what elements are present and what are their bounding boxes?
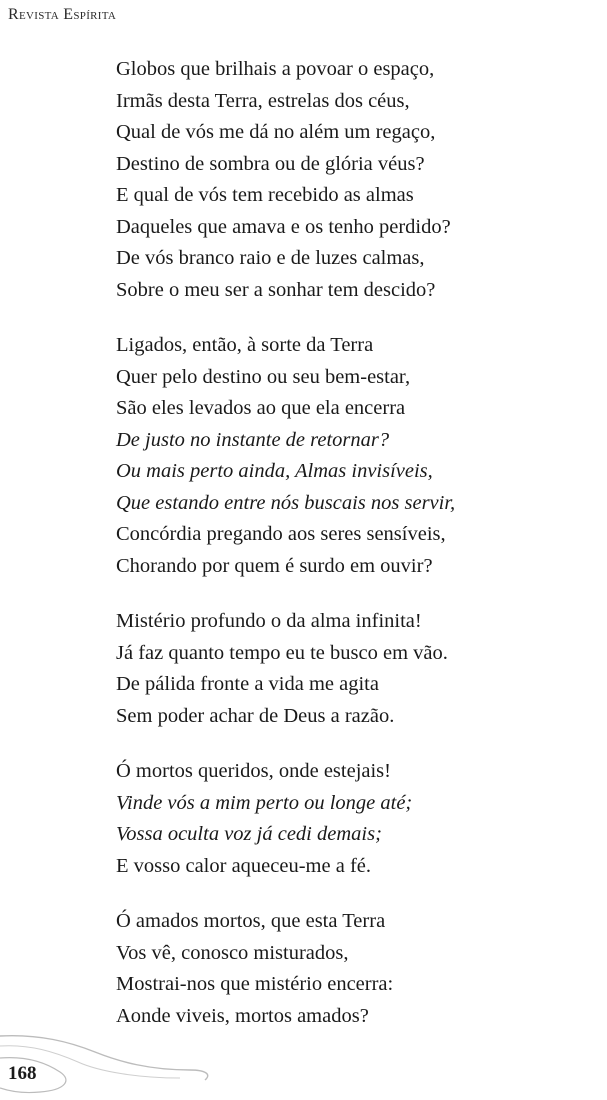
poem-line: Sobre o meu ser a sonhar tem descido? [116, 278, 436, 301]
stanza-2 [116, 330, 586, 582]
poem-line: Mostrai-nos que mistério encerra: [116, 973, 394, 995]
poem-line: Ó mortos queridos, onde estejais! [116, 760, 391, 782]
stanza-3 [116, 606, 586, 732]
poem-line: Concórdia pregando aos seres sensíveis, [116, 523, 446, 545]
running-header: Revista Espírita [8, 6, 117, 23]
poem-line: Daqueles que amava e os tenho perdido? [116, 215, 451, 238]
poem-line: Irmãs desta Terra, estrelas dos céus, [116, 89, 410, 112]
poem-line-italic: Que estando entre nós buscais nos servir, [116, 491, 456, 514]
poem-line: Chorando por quem é surdo em ouvir? [116, 554, 433, 577]
poem [116, 54, 586, 1056]
poem-line: Já faz quanto tempo eu te busco em vão. [116, 641, 448, 664]
poem-line: Ligados, então, à sorte da Terra [116, 334, 374, 356]
stanza-4 [116, 756, 586, 882]
poem-line: Qual de vós me dá no além um regaço, [116, 121, 436, 143]
page-number: 168 [8, 1063, 37, 1084]
poem-line-italic: Vinde vós a mim perto ou longe até; [116, 791, 413, 814]
poem-line-italic: De justo no instante de retornar? [116, 428, 390, 451]
poem-line: E qual de vós tem recebido as almas [116, 184, 414, 206]
poem-line-italic: Vossa oculta voz já cedi demais; [116, 823, 382, 845]
poem-line: Destino de sombra ou de glória véus? [116, 152, 425, 175]
poem-line: E vosso calor aqueceu-me a fé. [116, 854, 371, 877]
poem-line: De pálida fronte a vida me agita [116, 673, 379, 695]
poem-line: Quer pelo destino ou seu bem-estar, [116, 365, 411, 388]
stanza-1 [116, 54, 586, 306]
poem-line: Aonde viveis, mortos amados? [116, 1004, 369, 1027]
poem-line: Mistério profundo o da alma infinita! [116, 610, 422, 632]
poem-line: São eles levados ao que ela encerra [116, 397, 406, 419]
stanza-5 [116, 906, 586, 1032]
poem-line: De vós branco raio e de luzes calmas, [116, 247, 425, 269]
poem-line: Ó amados mortos, que esta Terra [116, 910, 386, 932]
poem-line: Globos que brilhais a povoar o espaço, [116, 58, 435, 80]
poem-line: Sem poder achar de Deus a razão. [116, 704, 395, 727]
poem-line: Vos vê, conosco misturados, [116, 941, 349, 964]
poem-line-italic: Ou mais perto ainda, Almas invisíveis, [116, 460, 433, 482]
